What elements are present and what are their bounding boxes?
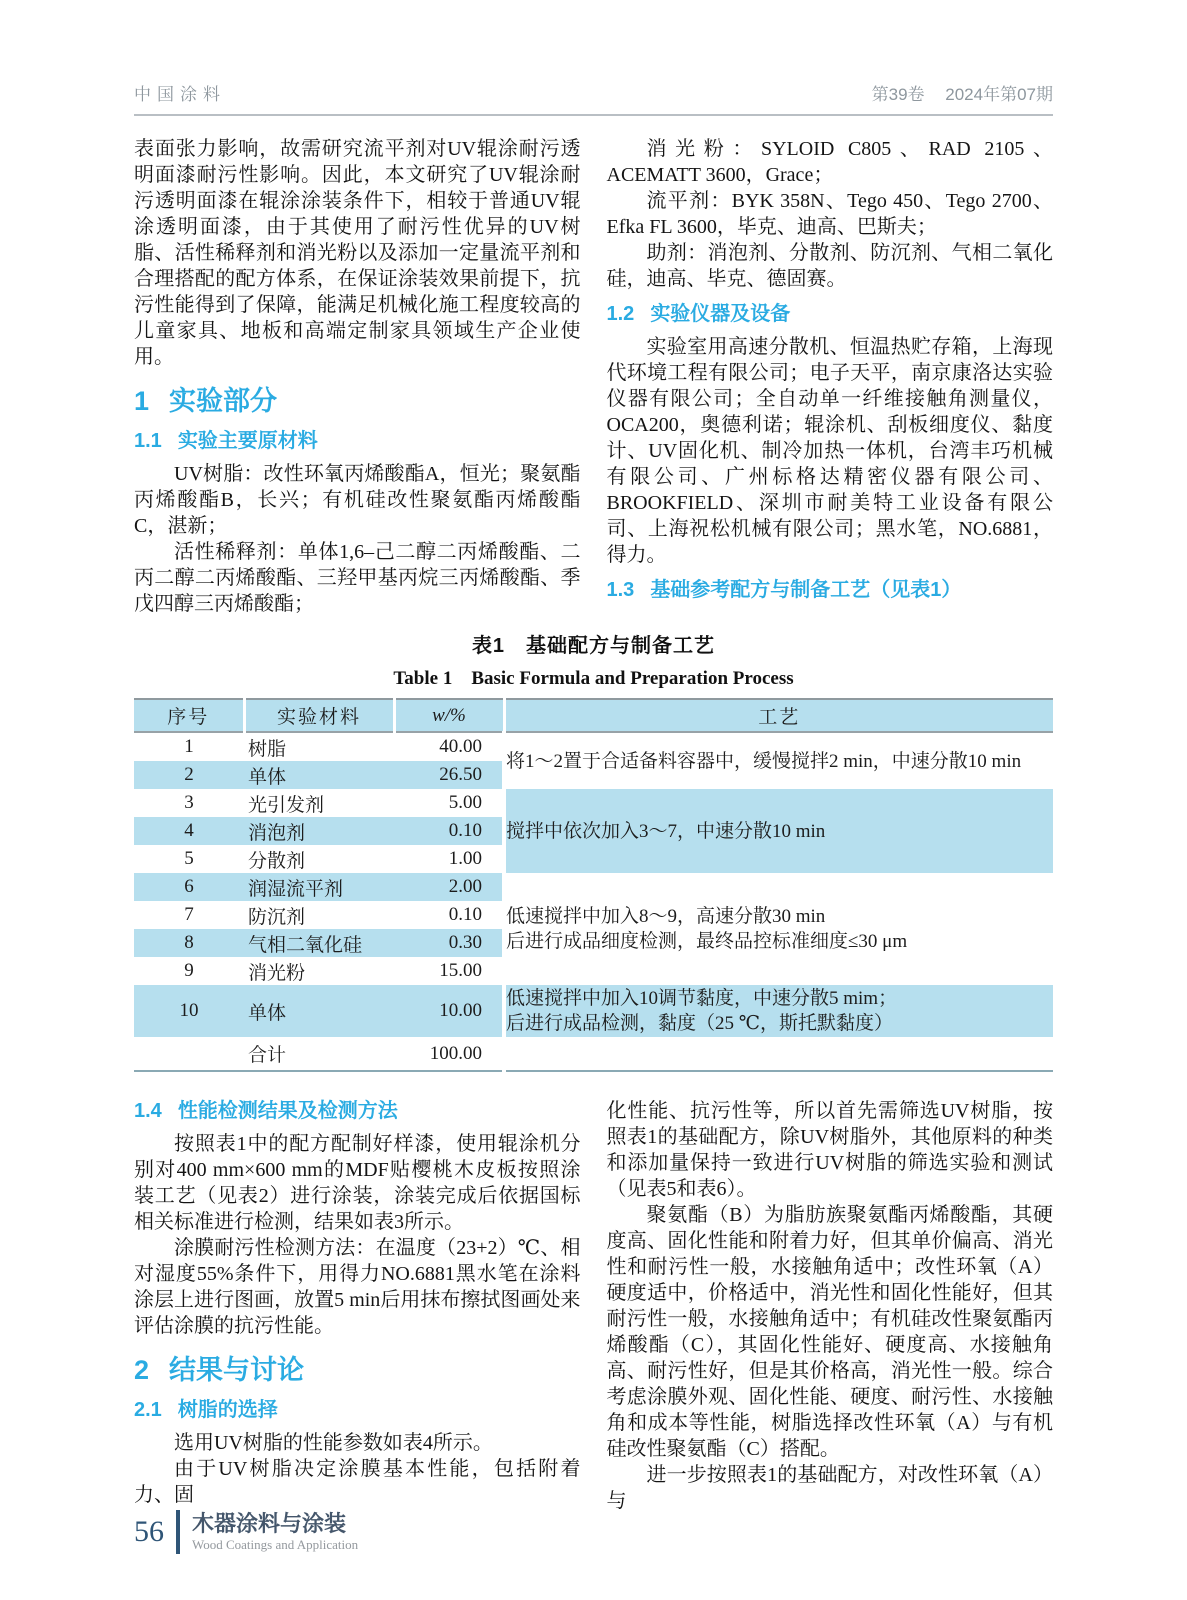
section-heading-2-1: 2.1 树脂的选择	[134, 1399, 278, 1421]
bottom-columns	[134, 1098, 1053, 1514]
page-number: 56	[134, 1515, 164, 1548]
col-header-craft: 工艺	[504, 699, 1053, 732]
total-label: 合计	[248, 1045, 287, 1066]
table-row: 4 消泡剂 0.10	[134, 817, 1053, 845]
paragraph: 选用UV树脂的性能参数如表4所示。	[174, 1432, 493, 1454]
table-row: 8 气相二氧化硅 0.30	[134, 929, 1053, 957]
bottom-right-column	[607, 1098, 1054, 1514]
journal-name: 中国涂料	[134, 85, 226, 104]
issue: 2024年第07期	[945, 85, 1053, 104]
top-columns	[134, 136, 1053, 617]
bottom-left-column	[134, 1098, 581, 1514]
table-row: 10 单体 10.00 低速搅拌中加入10调节黏度，中速分散5 mim； 后进行成品检测，黏度（25 ℃，斯托默黏度）	[134, 985, 1053, 1037]
page-footer	[134, 1510, 358, 1554]
section-heading-2: 2 结果与讨论	[134, 1355, 305, 1385]
section-heading-1-3: 1.3 基础参考配方与制备工艺（见表1）	[606, 579, 962, 601]
col-header-material: 实验材料	[244, 699, 394, 732]
paragraph: 活性稀释剂：单体1,6–己二醇二丙烯酸酯、二丙二醇二丙烯酸酯、三羟甲基丙烷三丙烯酸酯、季戊四醇三丙烯酸酯；	[134, 541, 581, 615]
col-header-no: 序号	[134, 699, 244, 732]
table-caption-en: Table 1 Basic Formula and Preparation Process	[393, 668, 794, 689]
table-row: 2 单体 26.50	[134, 761, 1053, 789]
paragraph: 按照表1中的配方配制好样漆，使用辊涂机分别对400 mm×600 mm的MDF贴樱桃木皮板按照涂装工艺（见表2）进行涂装，涂装完成后依据国标相关标准进行检测，结果如表3所示。	[134, 1133, 581, 1233]
footer-journal-zh: 木器涂料与涂装	[192, 1510, 347, 1536]
table-caption-zh: 表1 基础配方与制备工艺	[471, 635, 716, 657]
section-heading-1-1: 1.1 实验主要原材料	[134, 430, 318, 452]
table-row: 7 防沉剂 0.10	[184, 904, 482, 928]
table-row: 3 光引发剂 5.00 搅拌中依次加入3～7，中速分散10 min	[134, 789, 1053, 817]
table-row: 9 消光粉 15.00	[184, 960, 482, 984]
table-total-row	[134, 1037, 1053, 1071]
table-row: 6 润湿流平剂 2.00 低速搅拌中加入8～9，高速分散30 min 后进行成品细度检测，最终品控标准细度≤30 μm	[134, 873, 1053, 901]
paragraph: 涂膜耐污性检测方法：在温度（23+2）℃、相对湿度55%条件下，用得力NO.6881黑水笔在涂料涂层上进行图画，放置5 min后用抹布擦拭图画处来评估涂膜的抗污性能。	[134, 1237, 581, 1337]
section-heading-1-4: 1.4 性能检测结果及检测方法	[134, 1100, 398, 1122]
footer-divider	[176, 1510, 180, 1554]
formula-table	[134, 698, 1053, 1072]
total-value: 100.00	[429, 1042, 482, 1064]
paragraph: 流平剂：BYK 358N、Tego 450、Tego 2700、Efka FL 3600，毕克、迪高、巴斯夫；	[606, 190, 1053, 238]
paragraph: 进一步按照表1的基础配方，对改性环氧（A）与	[606, 1464, 1053, 1512]
paragraph: UV树脂：改性环氧丙烯酸酯A，恒光；聚氨酯丙烯酸酯B，长兴；有机硅改性聚氨酯丙烯酸酯C，湛新；	[134, 463, 581, 537]
craft-cell-1: 将1～2置于合适备料容器中，缓慢搅拌2 min，中速分散10 min	[504, 732, 1053, 789]
top-right-column	[607, 136, 1054, 617]
paragraph: 表面张力影响，故需研究流平剂对UV辊涂耐污透明面漆耐污性影响。因此，本文研究了UV辊涂耐污透明面漆在辊涂涂装条件下，相较于普通UV辊涂透明面漆，由于其使用了耐污性优异的UV树脂、活性稀释剂和消光粉以及添加一定量流平剂和合理搭配的配方体系，在保证涂装效果前提下，抗污性能得到了保障，能满足机械化施工程度较高的儿童家具、地板和高端定制家具领域生产企业使用。	[134, 138, 581, 368]
section-heading-1-2: 1.2 实验仪器及设备	[606, 303, 791, 325]
craft-cell-3: 低速搅拌中加入8～9，高速分散30 min 后进行成品细度检测，最终品控标准细度≤30 μm	[504, 873, 1053, 985]
table-row: 5 分散剂 1.00	[184, 848, 482, 872]
paragraph: 由于UV树脂决定涂膜基本性能，包括附着力、固	[134, 1458, 581, 1506]
footer-journal	[192, 1512, 358, 1553]
volume: 第39卷	[871, 85, 925, 104]
paragraph: 化性能、抗污性等，所以首先需筛选UV树脂，按照表1的基础配方，除UV树脂外，其他原料的种类和添加量保持一致进行UV树脂的筛选实验和测试（见表5和表6）。	[606, 1100, 1053, 1200]
running-head	[134, 0, 1053, 116]
paragraph: 实验室用高速分散机、恒温热贮存箱，上海现代环境工程有限公司；电子天平，南京康洛达实验仪器有限公司；全自动单一纤维接触角测量仪，OCA200，奥德利诺；辊涂机、刮板细度仪、黏度计、UV固化机、制冷加热一体机，台湾丰巧机械有限公司、广州标格达精密仪器有限公司、BROOKFIELD、深圳市耐美特工业设备有限公司、上海祝松机械有限公司；黑水笔，NO.6881，得力。	[606, 336, 1053, 566]
table-header-row	[134, 699, 1053, 732]
section-heading-1: 1 实验部分	[134, 386, 278, 416]
footer-journal-en: Wood Coatings and Application	[192, 1536, 359, 1552]
table-row: 1 树脂 40.00 将1～2置于合适备料容器中，缓慢搅拌2 min，中速分散10 min	[134, 732, 1053, 761]
paragraph: 聚氨酯（B）为脂肪族聚氨酯丙烯酸酯，其硬度高、固化性能和附着力好，但其单价偏高、消光性和耐污性一般，水接触角适中；改性环氧（A）硬度适中，价格适中，消光性和固化性能好，但其耐污性一般，水接触角适中；有机硅改性聚氨酯丙烯酸酯（C），其固化性能好、硬度高、水接触角高、耐污性好，但是其价格高，消光性一般。综合考虑涂膜外观、固化性能、硬度、耐污性、水接触角和成本等性能，树脂选择改性环氧（A）与有机硅改性聚氨酯（C）搭配。	[606, 1204, 1053, 1460]
col-header-w: w/%	[394, 699, 504, 732]
paragraph: 助剂：消泡剂、分散剂、防沉剂、气相二氧化硅，迪高、毕克、德固赛。	[606, 242, 1053, 290]
paragraph: 消光粉：SYLOID C805、RAD 2105、ACEMATT 3600，Grace；	[606, 138, 1053, 186]
craft-cell-2: 搅拌中依次加入3～7，中速分散10 min	[504, 789, 1053, 873]
volume-issue	[856, 80, 1053, 105]
top-left-column	[134, 136, 581, 617]
craft-cell-4: 低速搅拌中加入10调节黏度，中速分散5 mim； 后进行成品检测，黏度（25 ℃，斯托默黏度）	[504, 985, 1053, 1037]
